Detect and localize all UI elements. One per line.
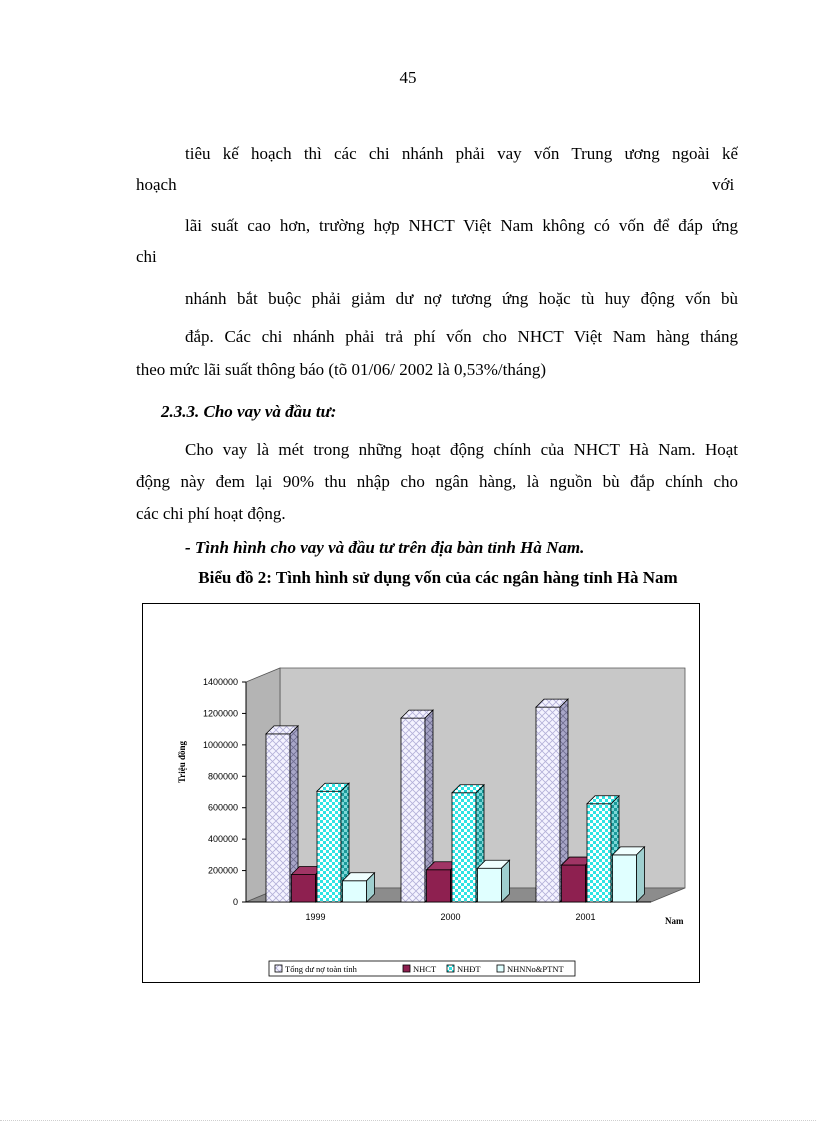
- y-tick-label: 200000: [207, 865, 238, 876]
- bar-side-face: [502, 860, 510, 902]
- bar-nh-t-1999: [317, 791, 341, 902]
- x-tick-label: 2001: [575, 912, 596, 922]
- y-tick-label: 1200000: [202, 708, 238, 719]
- bar-nhct-2000: [427, 870, 451, 902]
- bar-nhct-1999: [292, 875, 316, 903]
- bar-side-face: [637, 847, 645, 902]
- legend-swatch: [275, 965, 282, 972]
- paragraph-line: với: [712, 175, 735, 194]
- bar-nhnno-ptnt-2001: [613, 855, 637, 902]
- page-number: 45: [399, 68, 417, 87]
- bar-nhnno-ptnt-2000: [478, 868, 502, 902]
- y-tick-label: 1000000: [202, 739, 238, 750]
- legend-label: NHĐT: [457, 964, 481, 974]
- legend-swatch: [403, 965, 410, 972]
- x-tick-label: 1999: [305, 912, 326, 922]
- x-axis-title: Nam: [665, 916, 684, 926]
- legend-label: Tổng dư nợ toàn tỉnh: [285, 964, 357, 974]
- chart-caption: Biểu đồ 2: Tình hình sử dụng vốn của các ngân hàng tỉnh Hà Nam: [198, 568, 678, 587]
- bar-nh-t-2001: [587, 804, 611, 902]
- page-bottom-border: [0, 1120, 816, 1121]
- x-tick-label: 2000: [440, 912, 461, 922]
- bar-chart: [143, 604, 699, 982]
- paragraph-line: đắp. Các chi nhánh phải trả phí vốn cho NHCT Việt Nam hàng tháng: [185, 327, 738, 346]
- y-tick-label: 1400000: [202, 677, 238, 687]
- chart-frame: [142, 603, 700, 983]
- y-tick-label: 400000: [207, 834, 238, 845]
- legend-label: NHNNo&PTNT: [507, 964, 564, 974]
- paragraph-line: theo mức lãi suất thông báo (tõ 01/06/ 2002 là 0,53%/tháng): [136, 360, 547, 379]
- paragraph-line: động này đem lại 90% thu nhập cho ngân hàng, là nguồn bù đắp chính cho: [136, 472, 738, 491]
- y-axis-title: Triệu đồng: [177, 740, 187, 784]
- bar-t-ng-d-n-to-n-t-nh-2000: [401, 718, 425, 902]
- legend-label: NHCT: [413, 964, 437, 974]
- paragraph-line: nhánh bắt buộc phải giảm dư nợ tương ứng hoặc tù huy động vốn bù: [185, 289, 738, 308]
- bar-nhnno-ptnt-1999: [343, 881, 367, 902]
- paragraph-line: Cho vay là mét trong những hoạt động chính của NHCT Hà Nam. Hoạt: [185, 440, 738, 459]
- paragraph-line: hoạch: [136, 175, 177, 194]
- bar-nh-t-2000: [452, 793, 476, 902]
- section-heading: 2.3.3. Cho vay và đầu tư:: [161, 402, 337, 421]
- bar-t-ng-d-n-to-n-t-nh-2001: [536, 707, 560, 902]
- bar-t-ng-d-n-to-n-t-nh-1999: [266, 734, 290, 902]
- paragraph-line: các chi phí hoạt động.: [136, 504, 286, 523]
- y-tick-label: 0: [232, 897, 238, 907]
- paragraph-line: lãi suất cao hơn, trường hợp NHCT Việt Nam không có vốn để đáp ứng: [185, 216, 738, 235]
- subheading: - Tình hình cho vay và đầu tư trên địa bàn tỉnh Hà Nam.: [185, 538, 585, 557]
- bar-nhct-2001: [562, 865, 586, 902]
- y-tick-label: 600000: [207, 802, 238, 813]
- paragraph-line: tiêu kế hoạch thì các chi nhánh phải vay vốn Trung ương ngoài kế: [185, 144, 738, 163]
- legend-swatch: [447, 965, 454, 972]
- y-tick-label: 800000: [207, 771, 238, 782]
- paragraph-line: chi: [136, 247, 157, 266]
- legend-swatch: [497, 965, 504, 972]
